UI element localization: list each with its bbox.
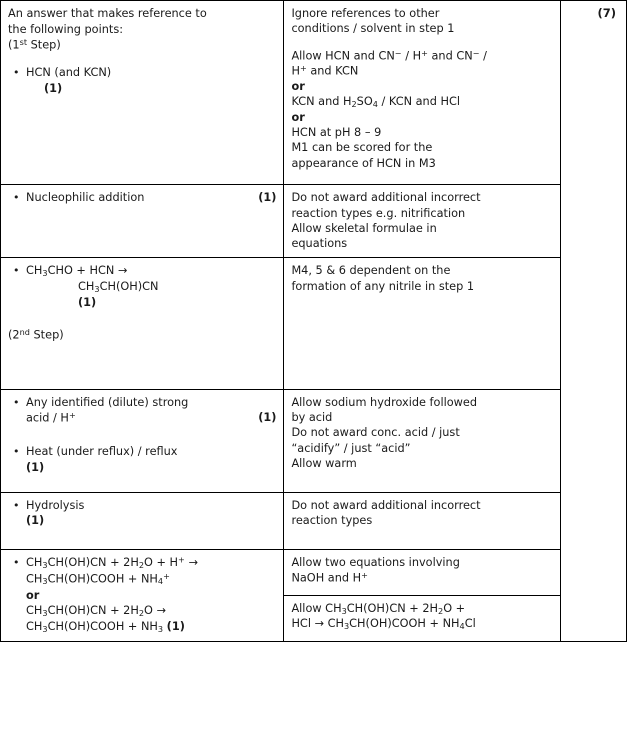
guidance-line: appearance of HCN in M3	[291, 156, 436, 170]
answer-bullet-list	[8, 498, 276, 529]
bullet-text: Heat (under reflux) / reflux	[26, 445, 178, 459]
guidance-cell	[284, 1, 560, 185]
answer-cell	[1, 258, 284, 390]
guidance-cell	[284, 389, 560, 492]
answer-cell	[1, 492, 284, 549]
guidance-line: NaOH and H+	[291, 569, 368, 585]
answer-cell	[1, 549, 284, 641]
bullet-equation-line-2: $CH_3CH(OH)CN$	[78, 280, 159, 295]
guidance-line: Allow $CH_3CH(OH)CN + 2H_2O$ +	[291, 601, 466, 616]
equation-line-3: $CH_3CH(OH)CN + 2H_2O$ →	[26, 604, 166, 618]
table-row	[1, 549, 627, 595]
step-label-2: (2nd Step)	[8, 326, 64, 342]
guidance-line: H+ and KCN	[291, 63, 359, 78]
marks-cell	[560, 1, 626, 642]
list-item	[8, 395, 276, 427]
equation-or: or	[26, 588, 40, 602]
table-row	[1, 185, 627, 258]
guidance-cell	[284, 185, 560, 258]
step-label-1: (1st Step)	[8, 37, 61, 52]
guidance-line: conditions / solvent in step 1	[291, 22, 455, 36]
answer-bullet-list	[8, 190, 276, 206]
guidance-line: M1 can be scored for the	[291, 141, 433, 155]
answer-cell	[1, 1, 284, 185]
list-item	[8, 65, 276, 96]
answer-bullet-list	[8, 555, 276, 635]
guidance-line: HCl → $CH_3CH(OH)COOH + NH_4Cl$	[291, 617, 476, 632]
guidance-line: Allow two equations involving	[291, 555, 460, 569]
guidance-cell	[284, 595, 560, 642]
equation-line-1: $CH_3CH(OH)CN + 2H_2O + H^+$ →	[26, 554, 198, 570]
bullet-text: Nucleophilic addition	[26, 191, 145, 205]
bullet-mark: (1)	[78, 296, 97, 310]
table-row	[1, 1, 627, 185]
guidance-line: Allow warm	[291, 456, 357, 470]
bullet-mark: (1)	[26, 461, 45, 474]
bullet-mark: (1)	[258, 191, 277, 205]
guidance-line: equations	[291, 237, 348, 251]
bullet-text: $CH_3CHO$ + HCN →	[26, 264, 128, 279]
list-item	[8, 190, 276, 206]
equation-line-4: $CH_3CH(OH)COOH + NH_3$ (1)	[26, 620, 185, 634]
table-row	[1, 389, 627, 492]
bullet-text: Hydrolysis	[26, 498, 85, 512]
answer-bullet-list	[8, 395, 276, 427]
answer-bullet-list	[8, 444, 276, 475]
answer-intro	[8, 6, 276, 53]
list-item	[8, 498, 276, 529]
guidance-line: by acid	[291, 411, 333, 425]
table-row	[1, 492, 627, 549]
guidance-line: KCN and $H_2SO_4$ / KCN and HCl	[291, 95, 460, 109]
guidance-line: reaction types e.g. nitrification	[291, 206, 466, 220]
answer-cell	[1, 389, 284, 492]
guidance-or: or	[291, 110, 305, 124]
intro-line-2: the following points:	[8, 22, 124, 36]
guidance-line: Allow sodium hydroxide followed	[291, 395, 477, 409]
guidance-or: or	[291, 79, 305, 93]
equation-line-2: $CH_3CH(OH)COOH + NH_4^+$	[26, 571, 170, 587]
guidance-line: Allow skeletal formulae in	[291, 221, 437, 235]
intro-line-1: An answer that makes reference to	[8, 7, 207, 20]
guidance-line: formation of any nitrile in step 1	[291, 279, 475, 293]
answer-cell	[1, 185, 284, 258]
guidance-line: reaction types	[291, 513, 373, 527]
answer-bullet-list	[8, 65, 276, 96]
guidance-line: HCN at pH 8 – 9	[291, 126, 382, 140]
bullet-text: Any identified (dilute) strong	[26, 395, 189, 409]
bullet-mark: (1)	[26, 514, 45, 528]
guidance-line: Do not award additional incorrect	[291, 191, 481, 205]
guidance-line: M4, 5 & 6 dependent on the	[291, 264, 451, 278]
guidance-line: Do not award additional incorrect	[291, 498, 481, 512]
guidance-line: “acidify” / just “acid”	[291, 441, 411, 455]
guidance-cell	[284, 492, 560, 549]
bullet-second-line: acid / H+ (1)	[26, 410, 277, 425]
answer-bullet-list	[8, 263, 276, 311]
guidance-line: Allow HCN and CN− / H+ and CN− /	[291, 47, 487, 62]
list-item	[8, 444, 276, 475]
marks-total: (7)	[597, 6, 616, 20]
table-row	[1, 258, 627, 390]
guidance-cell	[284, 258, 560, 390]
bullet-text: HCN (and KCN)	[26, 66, 112, 80]
list-item	[8, 263, 276, 311]
bullet-mark: (1)	[44, 81, 63, 95]
guidance-line: Do not award conc. acid / just	[291, 426, 460, 440]
bullet-mark: (1)	[258, 411, 277, 425]
list-item	[8, 555, 276, 635]
guidance-cell	[284, 549, 560, 595]
guidance-line: Ignore references to other	[291, 7, 440, 20]
